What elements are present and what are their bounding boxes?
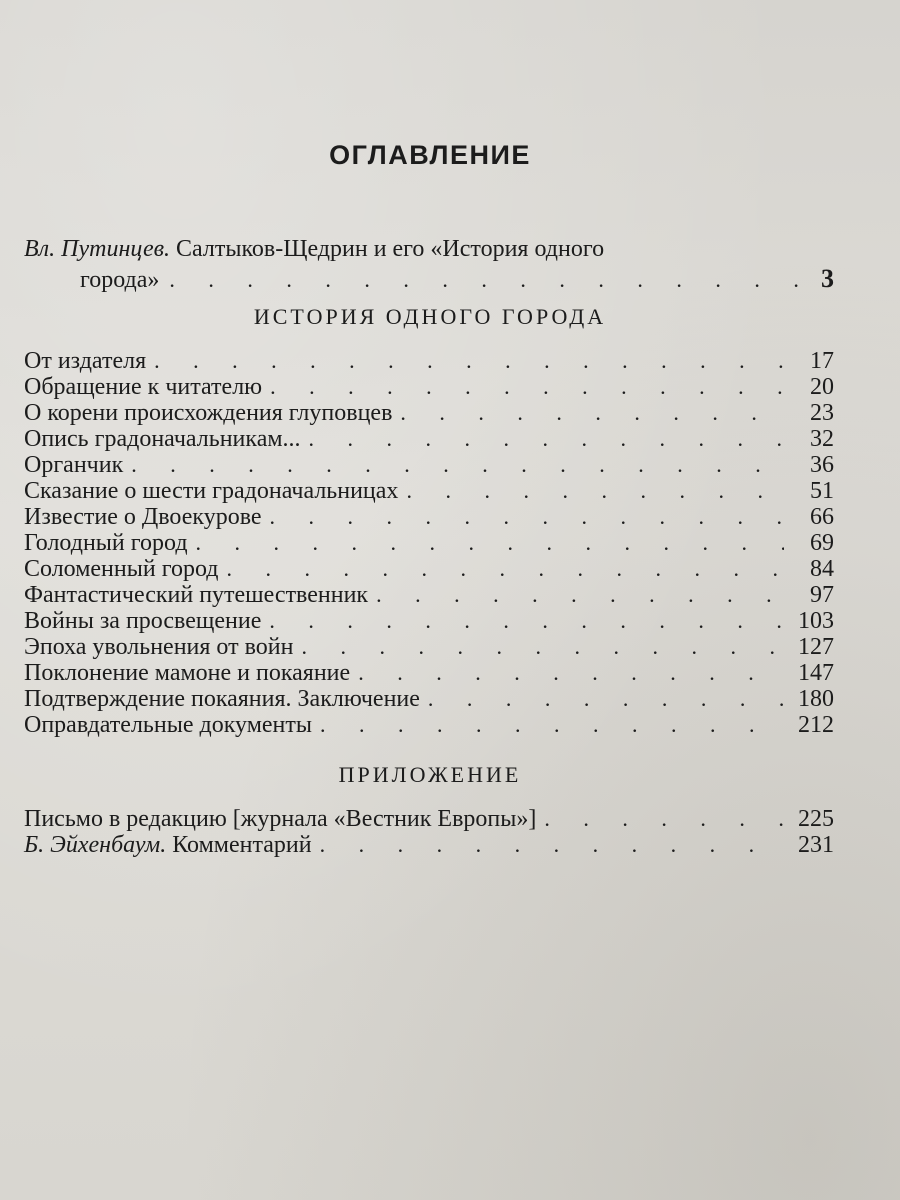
intro-entry — [24, 234, 834, 294]
toc-entry-page: 225 — [798, 806, 834, 832]
toc-entry — [24, 452, 834, 478]
dot-leader — [154, 348, 784, 374]
section-heading-appendix: ПРИЛОЖЕНИЕ — [338, 762, 522, 787]
toc-entry — [24, 712, 834, 738]
dot-leader — [376, 582, 784, 608]
dot-leader — [131, 452, 784, 478]
toc-entry-label: Войны за просвещение — [24, 608, 262, 634]
toc-entry-label: Комментарий — [172, 832, 312, 858]
dot-leader — [544, 806, 784, 832]
toc-entry — [24, 832, 834, 858]
dot-leader — [270, 374, 784, 400]
toc-entry-label: Органчик — [24, 452, 124, 478]
toc-entry-page: 97 — [810, 582, 834, 608]
intro-title-part-1: Салтыков-Щедрин и его «История одного — [176, 236, 605, 262]
toc-entry-label: Оправдательные документы — [24, 712, 312, 738]
section-heading-main: ИСТОРИЯ ОДНОГО ГОРОДА — [253, 304, 607, 329]
toc-entry-label: Фантастический путешественник — [24, 582, 369, 608]
dot-leader — [428, 686, 784, 712]
toc-entry — [24, 556, 834, 582]
dot-leader — [406, 478, 784, 504]
toc-entry — [24, 608, 834, 634]
dot-leader — [196, 530, 784, 556]
toc-entry-label-wrap — [24, 832, 312, 858]
dot-leader — [320, 712, 784, 738]
toc-entry — [24, 478, 834, 504]
toc-entry — [24, 806, 834, 832]
toc-entry-page: 32 — [810, 426, 834, 452]
toc-entry-page: 180 — [798, 686, 834, 712]
dot-leader — [226, 556, 784, 582]
intro-page-number: 3 — [821, 264, 834, 293]
intro-line-1 — [24, 234, 834, 264]
toc-entry — [24, 634, 834, 660]
toc-entry — [24, 426, 834, 452]
intro-author: Вл. Путинцев. — [24, 236, 171, 262]
toc-entry-page: 17 — [810, 348, 834, 374]
toc-entry — [24, 530, 834, 556]
toc-main-list — [24, 348, 834, 738]
dot-leader — [358, 660, 784, 686]
toc-entry-author: Б. Эйхенбаум. — [24, 832, 167, 858]
toc-entry — [24, 504, 834, 530]
toc-entry — [24, 686, 834, 712]
intro-line-2 — [24, 264, 834, 294]
toc-entry-page: 36 — [810, 452, 834, 478]
dot-leader — [270, 504, 784, 530]
toc-entry-page: 127 — [798, 634, 834, 660]
dot-leader — [320, 832, 784, 858]
toc-entry-page: 103 — [798, 608, 834, 634]
toc-entry-label: Известие о Двоекурове — [24, 504, 262, 530]
dot-leader — [301, 634, 784, 660]
toc-entry-page: 231 — [798, 832, 834, 858]
toc-entry-page: 147 — [798, 660, 834, 686]
toc-entry-page: 20 — [810, 374, 834, 400]
toc-entry — [24, 660, 834, 686]
toc-entry-page: 84 — [810, 556, 834, 582]
toc-entry-page: 212 — [798, 712, 834, 738]
toc-entry-label: От издателя — [24, 348, 147, 374]
toc-entry-page: 23 — [810, 400, 834, 426]
page-title: ОГЛАВЛЕНИЕ — [329, 140, 531, 170]
toc-entry-label: Поклонение мамоне и покаяние — [24, 660, 351, 686]
toc-entry — [24, 374, 834, 400]
toc-entry — [24, 582, 834, 608]
toc-appendix-list — [24, 806, 834, 858]
toc-entry-label: Подтверждение покаяния. Заключение — [24, 686, 420, 712]
toc-entry-page: 66 — [810, 504, 834, 530]
toc-entry-label: Сказание о шести градоначальницах — [24, 478, 399, 504]
toc-entry-page: 51 — [810, 478, 834, 504]
toc-entry-page: 69 — [810, 530, 834, 556]
toc-entry-label: О корени происхождения глуповцев — [24, 400, 393, 426]
dot-leader — [169, 265, 815, 295]
toc-entry-label: Соломенный город — [24, 556, 219, 582]
intro-title-part-2: города» — [80, 267, 160, 293]
toc-entry-label: Эпоха увольнения от войн — [24, 634, 294, 660]
toc-entry-label: Голодный город — [24, 530, 188, 556]
dot-leader — [400, 400, 784, 426]
toc-entry-label: Письмо в редакцию [журнала «Вестник Европы»] — [24, 806, 537, 832]
toc-entry — [24, 348, 834, 374]
toc-entry-label: Опись градоначальникам... — [24, 426, 301, 452]
toc-entry-label: Обращение к читателю — [24, 374, 263, 400]
toc-entry — [24, 400, 834, 426]
dot-leader — [309, 426, 784, 452]
dot-leader — [269, 608, 784, 634]
